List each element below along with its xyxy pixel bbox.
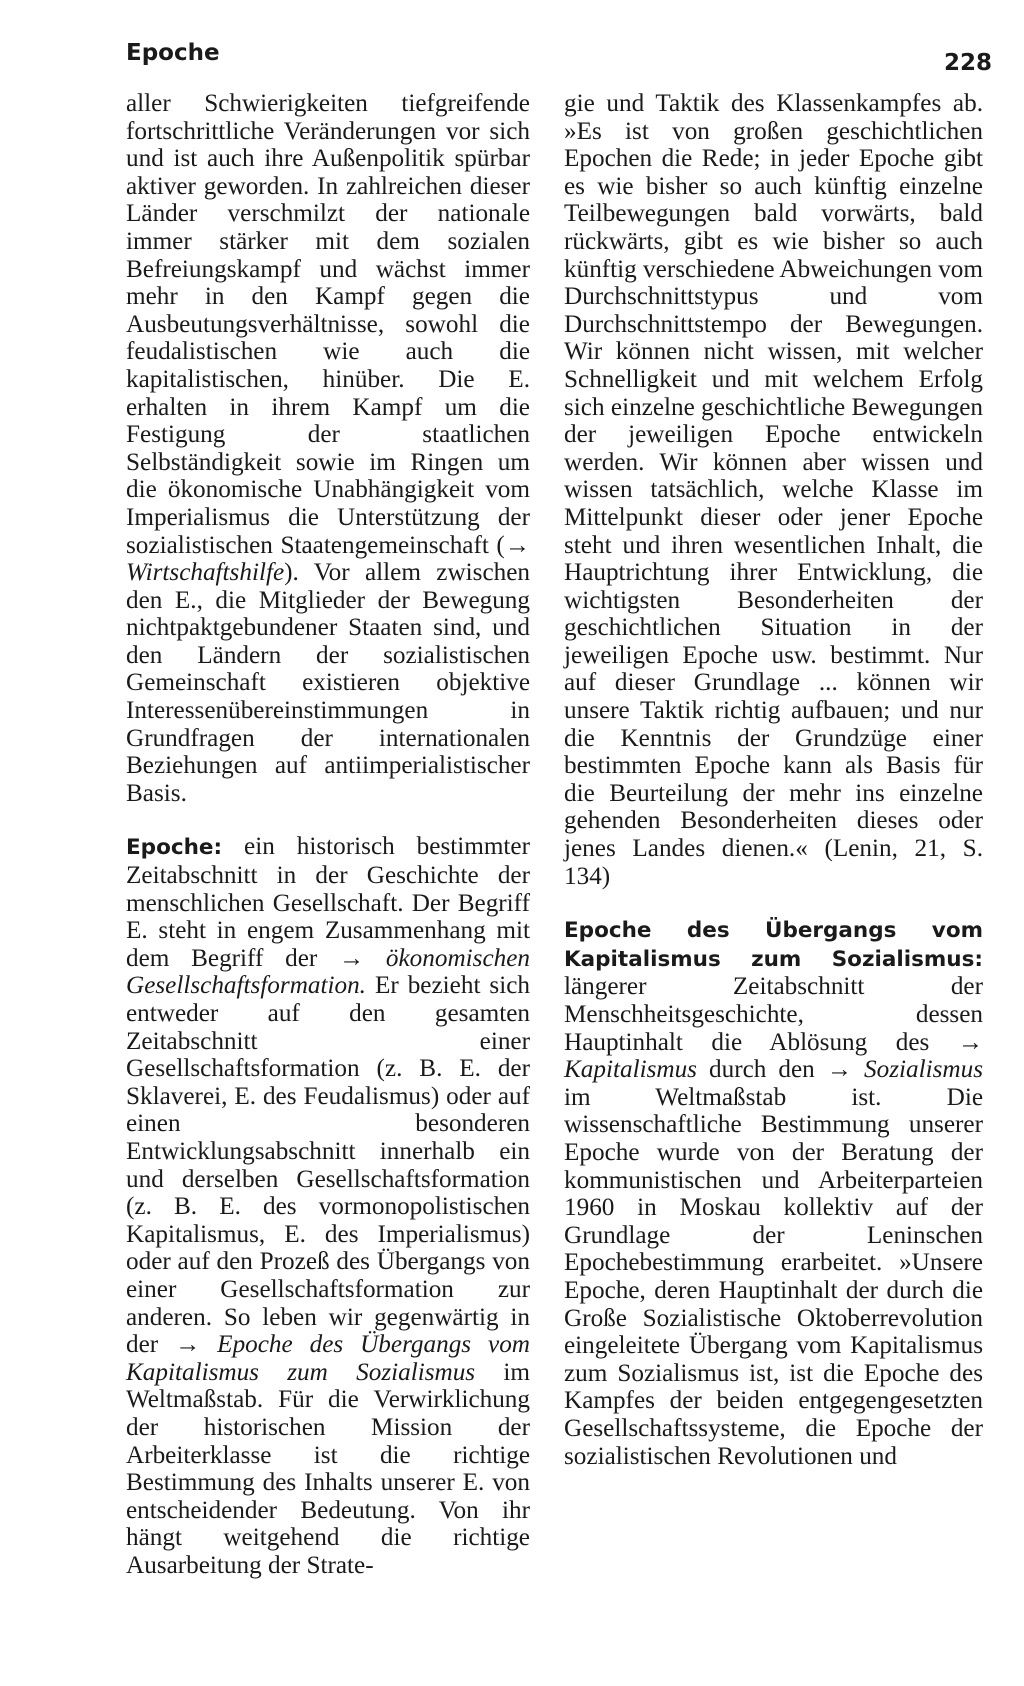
body-text: aller Schwierigkeiten tiefgreifende fortschrittliche Veränderungen vor sich und ist auch ihre Außenpolitik spürbar aktiver geworden. In zahlreichen dieser Länder verschmilzt der nationale immer stärker mit dem sozialen Befreiungskampf und wächst immer mehr in den Kampf gegen die Ausbeutungsverhältnisse, sowohl die feudalistischen wie auch die kapitalistischen, hinüber. Die E. erhalten in ihrem Kampf um die Festigung der staatlichen Selbständigkeit sowie im Ringen um die ökonomische Unabhängigkeit vom Imperialismus die Unterstützung der sozialistischen Staatengemeinschaft ( bbox=[126, 90, 530, 559]
arrow-icon: → bbox=[504, 531, 530, 559]
continuation-paragraph: gie und Taktik des Klassenkampfes ab. »Es ist von großen geschichtlichen Epochen die Rede; in jeder Epoche gibt es wie bisher so auch künftig einzelne Teilbewegungen bald vorwärts, bald rückwärts, gibt es wie bisher so auch künftig verschiedene Abweichungen vom Durchschnittstypus und vom Durchschnittstempo der Bewegungen. Wir können nicht wissen, mit welcher Schnelligkeit und mit welchem Erfolg sich einzelne geschichtliche Bewegungen der jeweiligen Epoche entwickeln werden. Wir können aber wissen und wissen tatsächlich, welche Klasse im Mittelpunkt dieser oder jener Epoche steht und ihren wesentlichen Inhalt, die Hauptrichtung ihrer Entwicklung, die wichtigsten Besonderheiten der geschichtlichen Situation in der jeweiligen Epoche usw. bestimmt. Nur auf dieser Grundlage ... können wir unsere Taktik richtig aufbauen; und nur die Kenntnis der Grundzüge einer bestimmten Epoche kann als Basis für die Beurteilung der mehr ins einzelne gehenden Besonderheiten dieses oder jenes Landes dienen.« (Lenin, 21, S. 134) bbox=[564, 90, 983, 890]
body-text: im Weltmaßstab ist. Die wissenschaftliche Bestimmung unserer Epoche wurde von der Beratung der kommunistischen und Arbeiterparteien 1960 in Moskau kollektiv auf der Grundlage der Leninschen Epochebestimmung erarbeitet. »Unsere Epoche, deren Hauptinhalt der durch die Große Sozialistische Oktoberrevolution eingeleitete Übergang vom Kapitalismus zum Sozialismus ist, ist die Epoche des Kampfes der beiden entgegengesetzten Gesellschaftssysteme, die Epoche der sozialistischen Revolutionen und bbox=[564, 1083, 983, 1470]
arrow-icon: → bbox=[957, 1028, 983, 1056]
continuation-paragraph bbox=[126, 90, 530, 807]
entry-headword: Epoche: bbox=[126, 835, 223, 861]
left-column bbox=[126, 90, 530, 1579]
body-text: im Weltmaßstab. Für die Verwirklichung der historischen Mission der Arbeiterklasse ist die richtige Bestimmung des Inhalts unserer E. von entscheidender Bedeutung. Von ihr hängt weitgehend die richtige Ausarbeitung der Strate- bbox=[126, 1358, 530, 1579]
body-text: Er bezieht sich entweder auf den gesamten Zeitabschnitt einer Gesellschaftsformation (z. B. E. der Sklaverei, E. des Feudalismus) oder auf einen besonderen Entwicklungsabschnitt innerhalb ein und derselben Gesellschaftsformation (z. B. E. des vormonopolistischen Kapitalismus, E. des Imperialismus) oder auf den Prozeß des Übergangs von einer Gesellschaftsformation zur anderen. So leben wir gegenwärtig in der bbox=[126, 972, 530, 1359]
cross-reference bbox=[827, 1056, 983, 1083]
entry-epoche-des-uebergangs bbox=[564, 916, 983, 1470]
right-column bbox=[564, 90, 983, 1470]
cross-reference-term: ökonomischen Gesellschaftsformation. bbox=[126, 944, 530, 1000]
page-number: 228 bbox=[943, 50, 992, 76]
entry-epoche bbox=[126, 833, 530, 1579]
arrow-icon: → bbox=[826, 1056, 852, 1084]
body-text: ). Vor allem zwischen den E., die Mitglieder der Bewegung nichtpaktgebundener Staaten sind, und den Ländern der sozialistischen Gemeinschaft existieren objektive Interessenübereinstimmungen in Grundfragen der internationalen Beziehungen auf antiimperialistischer Basis. bbox=[126, 559, 530, 807]
cross-reference-term: Kapitalismus bbox=[564, 1056, 697, 1084]
arrow-icon: → bbox=[175, 1331, 201, 1359]
cross-reference-term: Sozialismus bbox=[852, 1056, 984, 1084]
cross-reference-term: Wirtschaftshilfe bbox=[126, 559, 285, 587]
cross-reference bbox=[126, 1331, 530, 1386]
body-text: ein historisch bestimmter Zeitabschnitt in der Geschichte der menschlichen Gesellschaft. Der Begriff E. steht in engem Zusammenhang mit dem Begriff der bbox=[126, 833, 530, 972]
entry-headword: Epoche des Übergangs vom Kapitalismus zum Sozialismus: bbox=[564, 918, 983, 972]
cross-reference-term: Epoche des Übergangs vom Kapitalismus zum Sozialismus bbox=[126, 1331, 530, 1386]
arrow-icon: → bbox=[338, 944, 365, 972]
running-head: Epoche bbox=[126, 40, 220, 66]
body-text: durch den bbox=[696, 1056, 827, 1084]
body-text: längerer Zeitabschnitt der Menschheitsgeschichte, dessen Hauptinhalt die Ablösung des bbox=[564, 973, 983, 1056]
